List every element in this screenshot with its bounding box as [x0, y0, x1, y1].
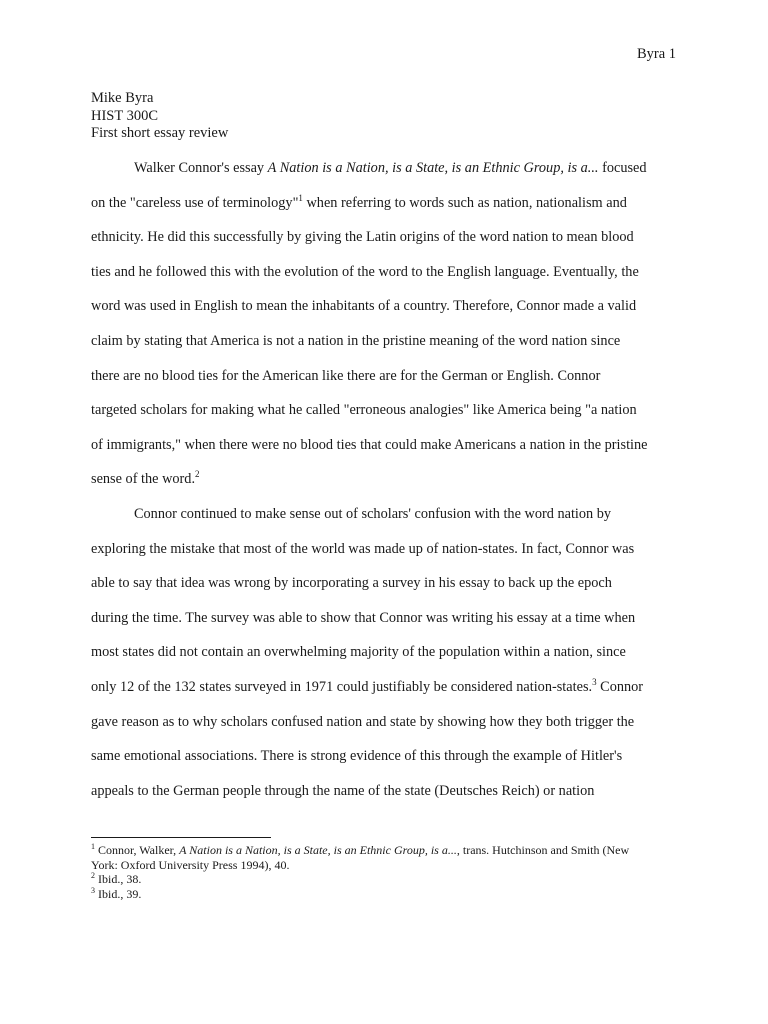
- footnote-ref-1: 1: [298, 192, 303, 203]
- footnote-title-italic: A Nation is a Nation, is a State, is an Ethnic Group, is a...: [179, 843, 457, 857]
- author-name: Mike Byra: [91, 90, 154, 106]
- footnote-1-continued: York: Oxford University Press 1994), 40.: [91, 857, 290, 872]
- paragraph-2: [91, 497, 687, 808]
- footnote-2: $^2$ Ibid., 38.: [91, 871, 142, 886]
- text-line: targeted scholars for making what he called "erroneous analogies" like America being "a nation: [91, 402, 637, 419]
- assignment-title: First short essay review: [91, 125, 229, 141]
- footnote-ref-3: 3: [592, 677, 597, 688]
- text-line: Walker Connor's essay A Nation is a Nation, is a State, is an Ethnic Group, is a... focused: [134, 160, 647, 176]
- footnote-3: $^3$ Ibid., 39.: [91, 885, 142, 901]
- course-code: HIST 300C: [91, 107, 159, 124]
- paragraph-1: [91, 151, 687, 497]
- text-line: Connor continued to make sense out of scholars' confusion with the word nation by: [134, 505, 612, 522]
- text-line: there are no blood ties for the American like there are for the German or English. Connor: [91, 367, 601, 384]
- text-line: gave reason as to why scholars confused nation and state by showing how they both trigger the: [91, 713, 635, 730]
- footnotes: [91, 843, 691, 901]
- text-line: claim by stating that America is not a nation in the pristine meaning of the word nation since: [91, 332, 621, 349]
- footnote-ref-2: 2: [195, 469, 200, 480]
- footnote-1: $^1$ Connor, Walker, A Nation is a Nation, is a State, is an Ethnic Group, is a..., trans. Hutchinson and Smith (New: [91, 842, 630, 857]
- text-line: sense of the word.$^2$: [91, 469, 200, 488]
- text-line: most states did not contain an overwhelming majority of the population within a nation, since: [91, 644, 626, 661]
- text-line: on the "careless use of terminology"$^1$ when referring to words such as nation, nationalism and: [91, 192, 627, 211]
- text-line: same emotional associations. There is strong evidence of this through the example of Hitler's: [91, 748, 623, 765]
- running-head: Byra 1: [636, 46, 676, 62]
- text-line: only 12 of the 132 states surveyed in 1971 could justifiably be considered nation-states.$^3$ Connor: [91, 677, 644, 695]
- text-line: ethnicity. He did this successfully by giving the Latin origins of the word nation to mean blood: [91, 229, 634, 246]
- text-line: able to say that idea was wrong by incorporating a survey in his essay to back up the epoch: [91, 575, 612, 592]
- text-line: of immigrants," when there were no blood ties that could make Americans a nation in the pristine: [91, 436, 648, 453]
- footnote-divider: [91, 837, 271, 838]
- text-line: during the time. The survey was able to show that Connor was writing his essay at a time when: [91, 609, 636, 626]
- text-line: appeals to the German people through the name of the state (Deutsches Reich) or nation: [91, 782, 595, 799]
- essay-heading: [91, 90, 228, 143]
- text-line: word was used in English to mean the inhabitants of a country. Therefore, Connor made a valid: [91, 298, 637, 315]
- essay-title-italic: A Nation is a Nation, is a State, is an Ethnic Group, is a...: [267, 160, 599, 176]
- text-line: ties and he followed this with the evolution of the word to the English language. Eventually, the: [91, 263, 639, 280]
- essay-body: [91, 151, 687, 808]
- text-line: exploring the mistake that most of the world was made up of nation-states. In fact, Connor was: [91, 540, 635, 557]
